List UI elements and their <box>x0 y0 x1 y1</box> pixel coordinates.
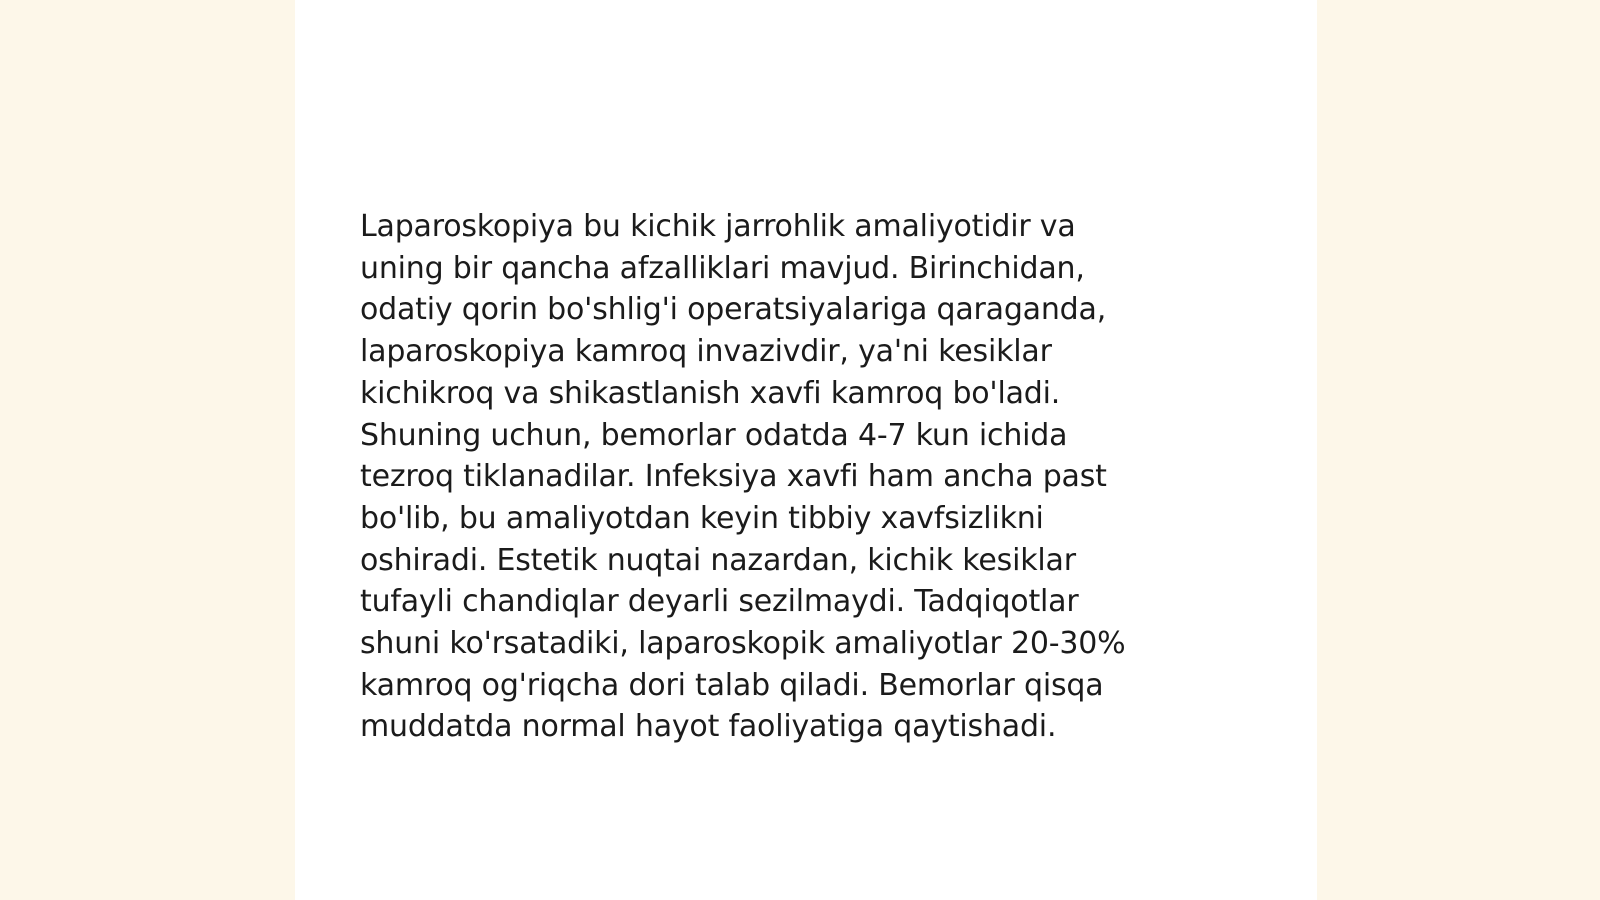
body-paragraph: Laparoskopiya bu kichik jarrohlik amaliyotidir va uning bir qancha afzalliklari mavjud. Birinchidan, odatiy qorin bo'shlig'i operatsiyalariga qaraganda, laparoskopiya kamroq invazivdir, ya'ni kesiklar kichikroq va shikastlanish xavfi kamroq bo'ladi. Shuning uchun, bemorlar odatda 4-7 kun ichida tezroq tiklanadilar. Infeksiya xavfi ham ancha past bo'lib, bu amaliyotdan keyin tibbiy xavfsizlikni oshiradi. Estetik nuqtai nazardan, kichik kesiklar tufayli chandiqlar deyarli sezilmaydi. Tadqiqotlar shuni ko'rsatadiki, laparoskopik amaliyotlar 20-30% kamroq og'riqcha dori talab qiladi. Bemorlar qisqa muddatda normal hayot faoliyatiga qaytishadi. <box>360 209 1126 745</box>
document-page <box>295 0 1317 900</box>
